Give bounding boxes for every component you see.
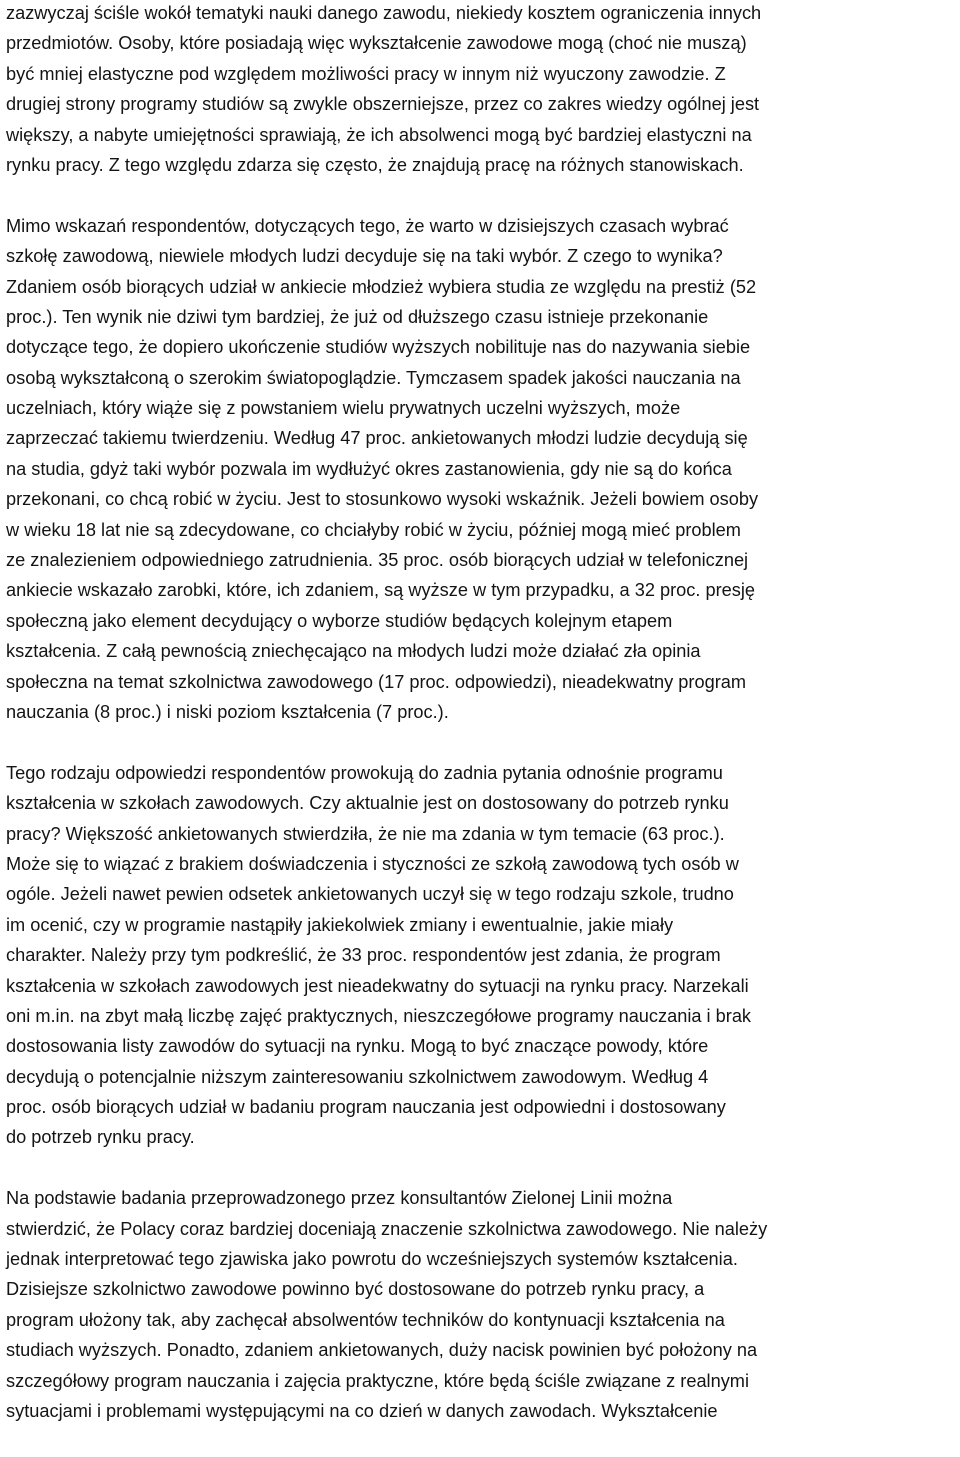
text-line: zazwyczaj ściśle wokół tematyki nauki danego zawodu, niekiedy kosztem ograniczenia innych [6,3,762,23]
text-line: proc. osób biorących udział w badaniu program nauczania jest odpowiedni i dostosowany [6,1097,726,1118]
text-line: w wieku 18 lat nie są zdecydowane, co chciałyby robić w życiu, później mogą mieć problem [6,519,741,540]
document-body [6,0,958,1457]
text-line: oni m.in. na zbyt małą liczbę zajęć praktycznych, nieszczegółowe programy nauczania i brak [6,1005,752,1026]
text-line: na studia, gdyż taki wybór pozwala im wydłużyć okres zastanowienia, gdy nie są do końca [6,458,732,479]
text-line: stwierdzić, że Polacy coraz bardziej doceniają znaczenie szkolnictwa zawodowego. Nie należy [6,1218,768,1239]
paragraph-4 [6,1183,958,1426]
text-line: Zdaniem osób biorących udział w ankiecie młodzież wybiera studia ze względu na prestiż (52 [6,276,757,297]
paragraph-2 [6,211,958,728]
text-line: przedmiotów. Osoby, które posiadają więc wykształcenie zawodowe mogą (choć nie muszą) [6,33,747,54]
text-line: szkołę zawodową, niewiele młodych ludzi decyduje się na taki wybór. Z czego to wynika? [6,246,723,267]
text-line: pracy? Większość ankietowanych stwierdziła, że nie ma zdania w tym temacie (63 proc.). [6,823,725,844]
text-line: proc.). Ten wynik nie dziwi tym bardziej, że już od dłuższego czasu istnieje przekonanie [6,306,709,327]
text-line: ankiecie wskazało zarobki, które, ich zdaniem, są wyższe w tym przypadku, a 32 proc. presję [6,580,756,601]
text-line: uczelniach, który wiąże się z powstaniem wielu prywatnych uczelni wyższych, może [6,398,681,419]
text-line: kształcenia. Z całą pewnością zniechęcająco na młodych ludzi może działać zła opinia [6,641,701,662]
paragraph-3 [6,758,958,1153]
text-line: dostosowania listy zawodów do sytuacji na rynku. Mogą to być znaczące powody, które [6,1036,709,1057]
text-line: większy, a nabyte umiejętności sprawiają, że ich absolwenci mogą być bardziej elastyczni na [6,124,752,145]
text-line: charakter. Należy przy tym podkreślić, że 33 proc. respondentów jest zdania, że program [6,945,721,966]
text-line: przekonani, co chcą robić w życiu. Jest to stosunkowo wysoki wskaźnik. Jeżeli bowiem osoby [6,489,759,510]
text-line: program ułożony tak, aby zachęcał absolwentów techników do kontynuacji kształcenia na [6,1309,725,1330]
text-line: sytuacjami i problemami występującymi na co dzień w danych zawodach. Wykształcenie [6,1400,718,1421]
text-line: być mniej elastyczne pod względem możliwości pracy w innym niż wyuczony zawodzie. Z [6,63,726,84]
text-line: do potrzeb rynku pracy. [6,1127,195,1148]
text-line: ze znalezieniem odpowiedniego zatrudnienia. 35 proc. osób biorących udział w telefonicznej [6,550,749,571]
text-line: Może się to wiązać z brakiem doświadczenia i styczności ze szkołą zawodową tych osób w [6,853,739,874]
text-line: Dzisiejsze szkolnictwo zawodowe powinno być dostosowane do potrzeb rynku pracy, a [6,1279,705,1300]
text-line: szczegółowy program nauczania i zajęcia praktyczne, które będą ściśle związane z realnymi [6,1370,749,1391]
text-line: Mimo wskazań respondentów, dotyczących tego, że warto w dzisiejszych czasach wybrać [6,215,729,236]
text-line: osobą wykształconą o szerokim światopoglądzie. Tymczasem spadek jakości nauczania na [6,367,741,388]
text-line: decydują o potencjalnie niższym zainteresowaniu szkolnictwem zawodowym. Według 4 [6,1066,709,1087]
text-line: dotyczące tego, że dopiero ukończenie studiów wyższych nobilituje nas do nazywania siebie [6,337,751,358]
text-line: społeczną jako element decydujący o wyborze studiów będących kolejnym etapem [6,610,673,631]
text-line: im ocenić, czy w programie nastąpiły jakiekolwiek zmiany i ewentualnie, jakie miały [6,914,674,935]
text-line: kształcenia w szkołach zawodowych. Czy aktualnie jest on dostosowany do potrzeb rynku [6,793,729,814]
text-line: społeczna na temat szkolnictwa zawodowego (17 proc. odpowiedzi), nieadekwatny program [6,671,747,692]
text-line: drugiej strony programy studiów są zwykle obszerniejsze, przez co zakres wiedzy ogólnej jest [6,94,760,115]
text-line: kształcenia w szkołach zawodowych jest nieadekwatny do sytuacji na rynku pracy. Narzekali [6,975,749,996]
text-line: Tego rodzaju odpowiedzi respondentów prowokują do zadnia pytania odnośnie programu [6,762,723,783]
text-line: zaprzeczać takiemu twierdzeniu. Według 47 proc. ankietowanych młodzi ludzie decydują się [6,428,748,449]
text-line: nauczania (8 proc.) i niski poziom kształcenia (7 proc.). [6,701,449,722]
text-line: rynku pracy. Z tego względu zdarza się często, że znajdują pracę na różnych stanowiskach. [6,154,744,175]
text-line: ogóle. Jeżeli nawet pewien odsetek ankietowanych uczył się w tego rodzaju szkole, trudno [6,884,734,905]
paragraph-1 [6,0,958,180]
text-line: studiach wyższych. Ponadto, zdaniem ankietowanych, duży nacisk powinien być położony na [6,1340,758,1361]
text-line: Na podstawie badania przeprowadzonego przez konsultantów Zielonej Linii można [6,1188,673,1209]
text-line: jednak interpretować tego zjawiska jako powrotu do wcześniejszych systemów kształcenia. [6,1249,738,1270]
